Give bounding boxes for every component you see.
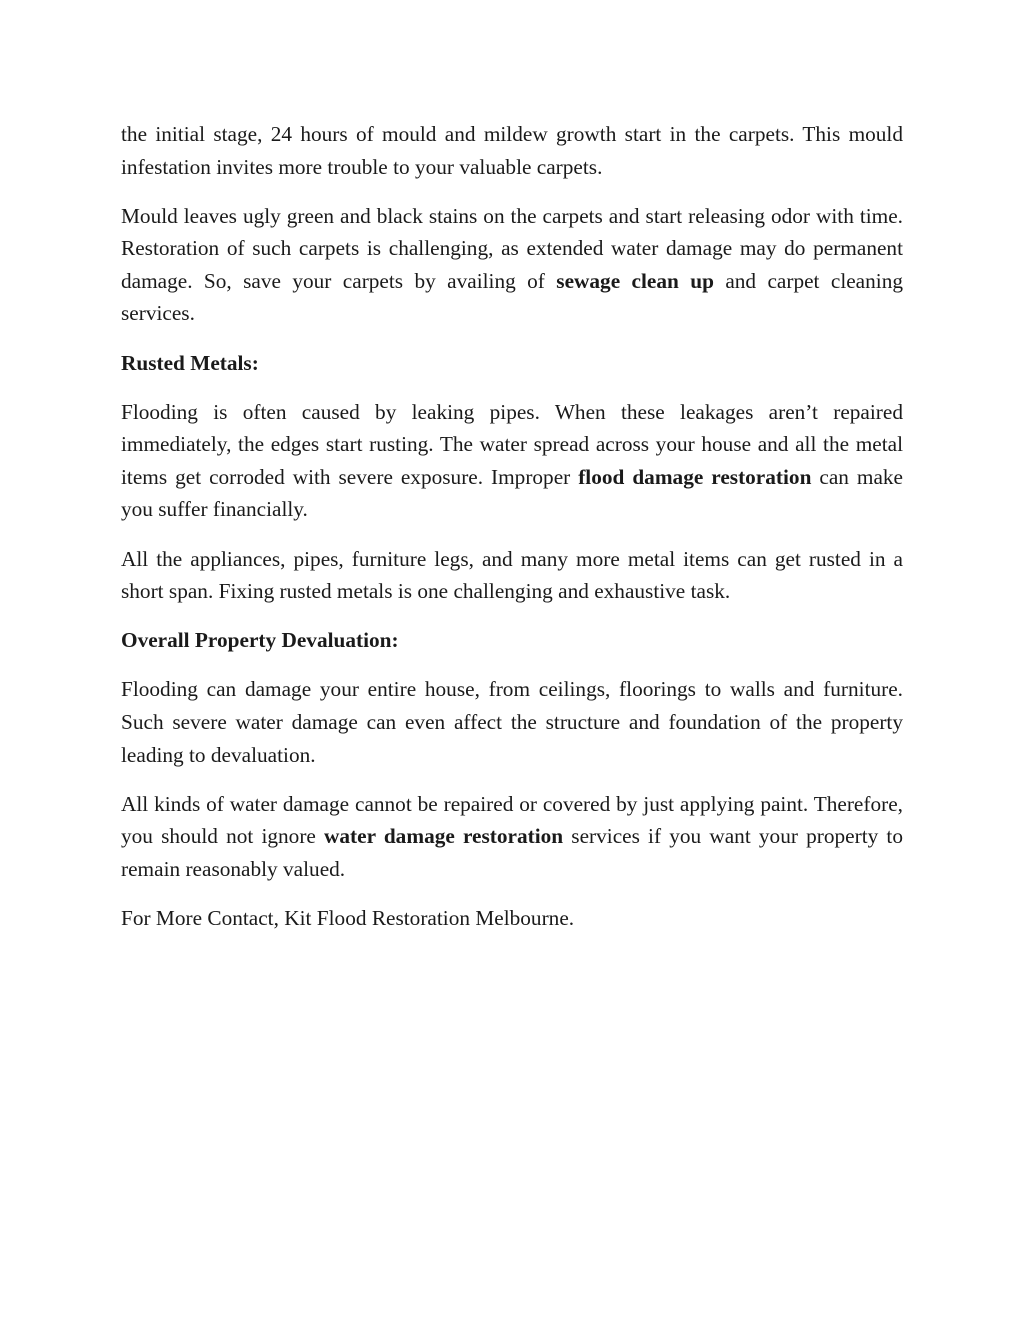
paragraph-leaking-pipes [121, 396, 903, 526]
keyword-water-damage-restoration: water damage restoration [324, 824, 564, 849]
paragraph-mould-intro: the initial stage, 24 hours of mould and mildew growth start in the carpets. This mould infestation invites more trouble to your valuable carpets. [121, 122, 903, 179]
paragraph-text: services if you want your property to remain reasonably valued. [121, 824, 903, 881]
paragraph-contact: For More Contact, Kit Flood Restoration Melbourne. [121, 905, 575, 930]
document-page [121, 118, 903, 951]
keyword-sewage-clean-up: sewage clean up [556, 268, 714, 293]
paragraph-text: Mould leaves ugly green and black stains on the carpets and start releasing odor with time. Restoration of such carpets is challenging, as extended water damage may do permanent damage. So, save your carpets by availing of [121, 203, 903, 293]
heading-rusted-metals: Rusted Metals: [121, 350, 259, 375]
keyword-flood-damage-restoration: flood damage restoration [578, 464, 812, 489]
paragraph-text: All kinds of water damage cannot be repaired or covered by just applying paint. Therefore, you should not ignore [121, 791, 903, 849]
paragraph-flooding-damage: Flooding can damage your entire house, from ceilings, floorings to walls and furniture. Such severe water damage can even affect the structure and foundation of the property leading to devaluation. [121, 677, 903, 767]
paragraph-water-damage [121, 788, 903, 886]
paragraph-text: and carpet cleaning services. [121, 268, 903, 326]
paragraph-text: can make you suffer financially. [121, 464, 904, 522]
paragraph-text: Flooding is often caused by leaking pipes. When these leakages aren’t repaired immediately, the edges start rusting. The water spread across your house and all the metal items get corroded with severe exposure. Improper [121, 399, 903, 489]
paragraph-appliances: All the appliances, pipes, furniture legs, and many more metal items can get rusted in a short span. Fixing rusted metals is one challenging and exhaustive task. [121, 546, 903, 604]
heading-property-devaluation: Overall Property Devaluation: [121, 628, 399, 653]
paragraph-mould-stains [121, 200, 903, 330]
